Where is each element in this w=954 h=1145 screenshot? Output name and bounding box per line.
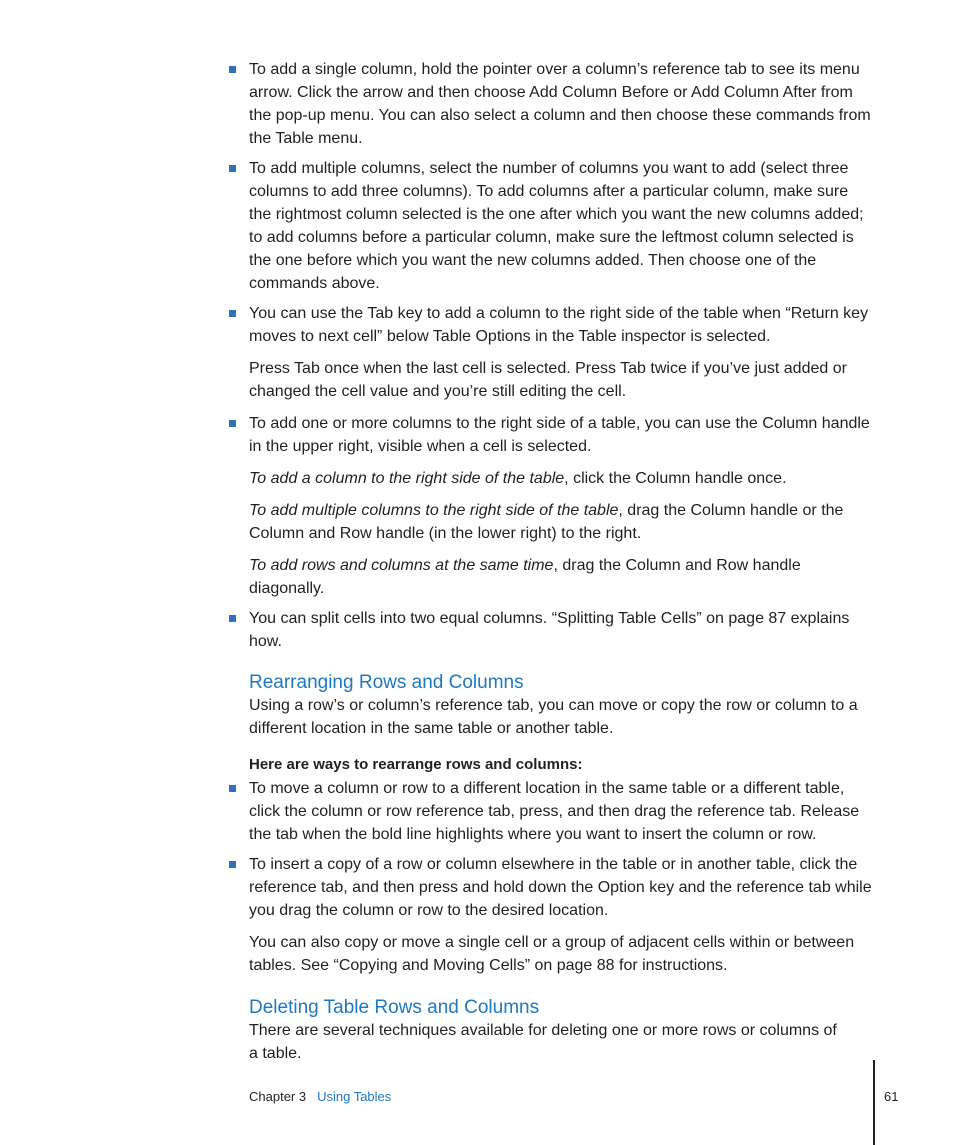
instruction-lead: To add multiple columns to the right side of the table (249, 502, 619, 519)
bullet-item (249, 157, 874, 295)
bullet-text: To move a column or row to a different location in the same table or a different table, click the column or row reference tab, press, and then drag the reference tab. Release the tab when the bold line highlights where you want to insert the column or row. (249, 780, 860, 843)
bullet-item (249, 607, 874, 653)
section-note: You can also copy or move a single cell or a group of adjacent cells within or between tables. See “Copying and Moving Cells” on page 88 for instructions. (249, 934, 855, 974)
tab-note-paragraph: Press Tab once when the last cell is selected. Press Tab twice if you’ve just added or changed the cell value and you’re still editing the cell. (249, 360, 847, 400)
square-bullet-icon (229, 861, 236, 868)
instruction-lead: To add rows and columns at the same time (249, 557, 554, 574)
section-lead: Here are ways to rearrange rows and columns: (249, 756, 583, 773)
bullet-text: To add multiple columns, select the number of columns you want to add (select three columns to add three columns). To add columns after a particular column, make sure the rightmost column selected is the one after which you want the new columns added; to add columns before a particular column, make sure the leftmost column selected is the one before which you want the new columns added. Then choose one of the commands above. (249, 160, 864, 292)
square-bullet-icon (229, 615, 236, 622)
section-heading-deleting: Deleting Table Rows and Columns (249, 997, 540, 1018)
square-bullet-icon (229, 785, 236, 792)
handle-instruction (249, 467, 874, 490)
bullet-text: You can use the Tab key to add a column to the right side of the table when “Return key moves to next cell” below Table Options in the Table inspector is selected. (249, 305, 869, 345)
bullet-item (249, 58, 874, 150)
instruction-rest: , click the Column handle once. (564, 470, 787, 487)
square-bullet-icon (229, 66, 236, 73)
square-bullet-icon (229, 310, 236, 317)
page-content (249, 58, 874, 1065)
handle-instruction (249, 554, 874, 600)
square-bullet-icon (229, 420, 236, 427)
chapter-title-link[interactable]: Using Tables (317, 1089, 392, 1104)
section-heading-rearranging: Rearranging Rows and Columns (249, 672, 524, 693)
bullet-item (249, 777, 874, 846)
bullet-item (249, 412, 874, 458)
instruction-rest: , drag the Column and Row handle diagonally. (249, 557, 801, 597)
chapter-label: Chapter 3 (249, 1089, 307, 1104)
bullet-item (249, 302, 874, 348)
instruction-lead: To add a column to the right side of the table (249, 470, 565, 487)
bullet-item (249, 853, 874, 922)
bullet-text: You can split cells into two equal columns. “Splitting Table Cells” on page 87 explains how. (249, 610, 850, 650)
section-intro: There are several techniques available for deleting one or more rows or columns of a table. (249, 1022, 837, 1062)
bullet-text: To insert a copy of a row or column elsewhere in the table or in another table, click the reference tab, and then press and hold down the Option key and the reference tab while you drag the column or row to the desired location. (249, 856, 872, 919)
square-bullet-icon (229, 165, 236, 172)
section-intro: Using a row’s or column’s reference tab, you can move or copy the row or column to a different location in the same table or another table. (249, 697, 858, 737)
instruction-rest: , drag the Column handle or the Column and Row handle (in the lower right) to the right. (249, 502, 844, 542)
footer-chapter (249, 1089, 391, 1105)
bullet-text: To add one or more columns to the right side of a table, you can use the Column handle in the upper right, visible when a cell is selected. (249, 415, 870, 455)
page-number: 61 (884, 1089, 899, 1104)
handle-instruction (249, 499, 874, 545)
bullet-text: To add a single column, hold the pointer over a column’s reference tab to see its menu arrow. Click the arrow and then choose Add Column Before or Add Column After from the pop-up menu. You can also select a column and then choose these commands from the Table menu. (249, 61, 871, 147)
footer-divider (873, 1060, 875, 1145)
